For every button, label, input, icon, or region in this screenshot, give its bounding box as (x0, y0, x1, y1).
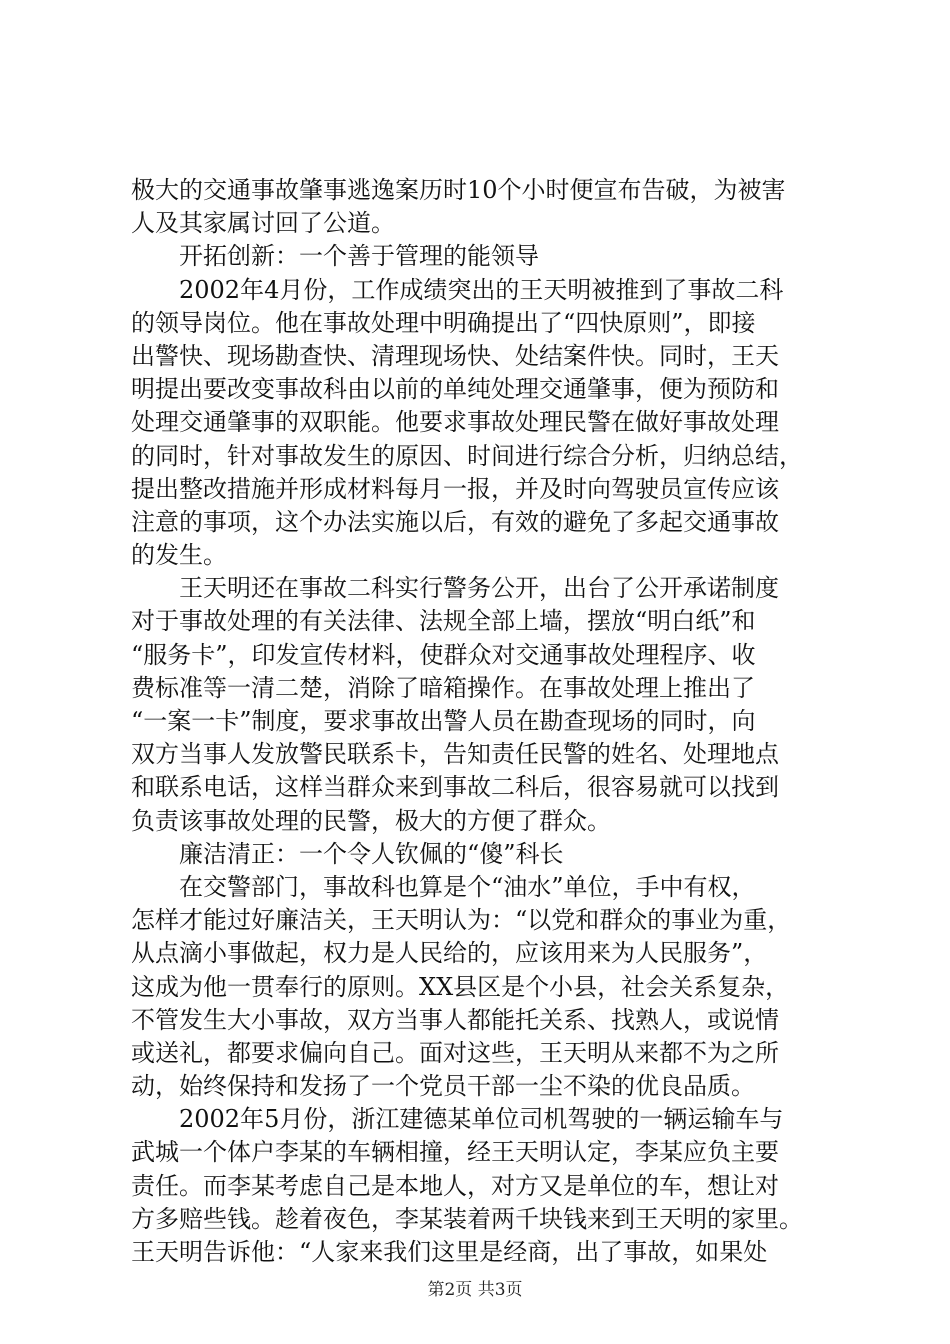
text-line: 武城一个体户李某的车辆相撞，经王天明认定，李某应负主要 (131, 1138, 779, 1167)
text-line: 王天明告诉他：“人家来我们这里是经商，出了事故，如果处 (131, 1238, 768, 1266)
text-line: 从点滴小事做起，权力是人民给的，应该用来为人民服务”， (131, 939, 768, 968)
text-line: 的发生。 (131, 541, 227, 570)
body-text (131, 174, 859, 1269)
text-line: 开拓创新：一个善于管理的能领导 (179, 242, 539, 271)
text-line: 和联系电话，这样当群众来到事故二科后，很容易就可以找到 (131, 773, 779, 802)
text-line: 方多赔些钱。趁着夜色，李某装着两千块钱来到王天明的家里。 (131, 1204, 803, 1233)
text-line: 不管发生大小事故，双方当事人都能托关系、找熟人，或说情 (131, 1005, 779, 1034)
text-line: 怎样才能过好廉洁关，王天明认为：“以党和群众的事业为重， (131, 906, 792, 935)
page-footer: 第2页 共3页 (427, 1280, 523, 1300)
text-line: 明提出要改变事故科由以前的单纯处理交通肇事，便为预防和 (131, 375, 779, 404)
text-line: 提出整改措施并形成材料每月一报，并及时向驾驶员宣传应该 (131, 474, 779, 503)
text-line: 出警快、现场勘查快、清理现场快、处结案件快。同时，王天 (131, 341, 779, 370)
text-line: “一案一卡”制度，要求事故出警人员在勘查现场的同时，向 (131, 707, 756, 735)
text-line: 处理交通肇事的双职能。他要求事故处理民警在做好事故处理 (131, 408, 779, 437)
text-line: 或送礼，都要求偏向自己。面对这些，王天明从来都不为之所 (131, 1038, 779, 1067)
text-line: 王天明还在事故二科实行警务公开，出台了公开承诺制度 (179, 574, 779, 603)
text-line: 动，始终保持和发扬了一个党员干部一尘不染的优良品质。 (131, 1072, 755, 1101)
text-line: 双方当事人发放警民联系卡，告知责任民警的姓名、处理地点 (131, 740, 779, 769)
text-line: “服务卡”，印发宣传材料，使群众对交通事故处理程序、收 (131, 640, 756, 669)
text-line: 在交警部门，事故科也算是个“油水”单位，手中有权， (179, 872, 756, 901)
text-line: 这成为他一贯奉行的原则。XX县区是个小县，社会关系复杂， (131, 972, 790, 1001)
text-line: 人及其家属讨回了公道。 (131, 209, 395, 238)
text-line: 责任。而李某考虑自己是本地人，对方又是单位的车，想让对 (131, 1171, 779, 1200)
text-line: 负责该事故处理的民警，极大的方便了群众。 (131, 806, 611, 835)
text-line: 对于事故处理的有关法律、法规全部上墙，摆放“明白纸”和 (131, 607, 756, 636)
text-line: 的领导岗位。他在事故处理中明确提出了“四快原则”，即接 (131, 308, 756, 337)
text-line: 廉洁清正：一个令人钦佩的“傻”科长 (179, 839, 564, 868)
text-line: 极大的交通事故肇事逃逸案历时10个小时便宣布告破，为被害 (131, 176, 786, 204)
text-line: 注意的事项，这个办法实施以后，有效的避免了多起交通事故 (131, 507, 779, 536)
text-line: 费标准等一清二楚，消除了暗箱操作。在事故处理上推出了 (131, 673, 755, 702)
text-line: 2002年5月份，浙江建德某单位司机驾驶的一辆运输车与 (179, 1105, 784, 1134)
text-line: 2002年4月份，工作成绩突出的王天明被推到了事故二科 (179, 275, 784, 304)
text-line: 的同时，针对事故发生的原因、时间进行综合分析，归纳总结， (131, 441, 803, 470)
